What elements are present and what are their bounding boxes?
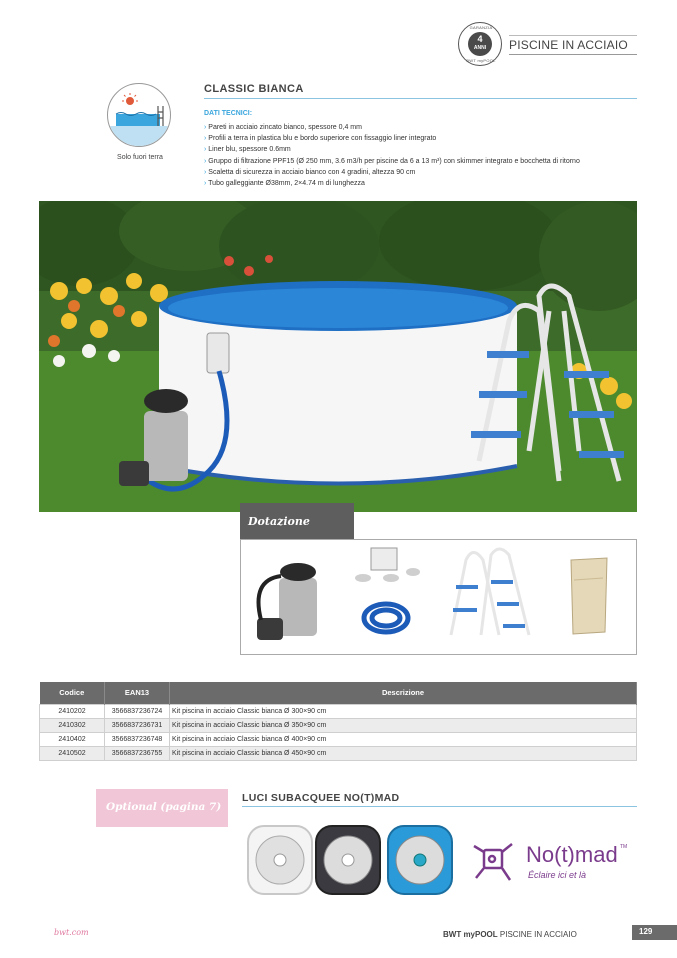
ladder-image — [451, 549, 529, 635]
table-header-row — [40, 682, 637, 704]
badge-center — [468, 32, 492, 56]
cell-code: 2410302 — [40, 718, 105, 732]
product-table — [39, 682, 637, 761]
light-white-image — [244, 822, 316, 898]
spec-item: › Gruppo di filtrazione PPF15 (Ø 250 mm, 3.6 m3/h per piscine da 6 a 13 m³) con skimmer integrato e bocchetta di ritorno — [204, 156, 644, 167]
spec-item: › Tubo galleggiante Ø38mm, 2×4.74 m di lunghezza — [204, 178, 644, 189]
warranty-badge — [458, 22, 502, 66]
cell-description: Kit piscina in acciaio Classic bianca Ø 300×90 cm — [170, 704, 637, 718]
spec-item: › Pareti in acciaio zincato bianco, spessore 0,4 mm — [204, 122, 644, 133]
badge-bottom-text: BWT myPOOL — [466, 58, 496, 63]
spec-item: › Liner blu, spessore 0.6mm — [204, 144, 644, 155]
col-header-code: Codice — [40, 682, 105, 704]
page-number: 129 — [632, 925, 677, 940]
specs-list — [204, 122, 644, 189]
sand-bag-image — [571, 558, 607, 634]
cell-description: Kit piscina in acciaio Classic bianca Ø 350×90 cm — [170, 718, 637, 732]
table-row — [40, 746, 637, 760]
section-title: PISCINE IN ACCIAIO — [509, 38, 628, 52]
title-rule — [204, 98, 637, 99]
notmad-mascot-icon — [470, 838, 520, 886]
cell-ean: 3566837236755 — [105, 746, 170, 760]
footer-brand — [443, 930, 577, 939]
filter-unit-image — [257, 563, 317, 640]
footer-section: PISCINE IN ACCIAIO — [499, 930, 577, 939]
col-header-description: Descrizione — [170, 682, 637, 704]
cell-description: Kit piscina in acciaio Classic bianca Ø 400×90 cm — [170, 732, 637, 746]
table-row — [40, 704, 637, 718]
cell-code: 2410202 — [40, 704, 105, 718]
hose-image — [364, 604, 408, 632]
notmad-tagline: Éclaire ici et là — [528, 870, 587, 880]
cell-code: 2410402 — [40, 732, 105, 746]
footer-website: bwt.com — [54, 928, 89, 937]
product-title: CLASSIC BIANCA — [204, 83, 304, 95]
header-rule — [509, 54, 637, 55]
cell-ean: 3566837236748 — [105, 732, 170, 746]
notmad-logo — [470, 838, 630, 888]
footer-brand-name: BWT myPOOL — [443, 930, 498, 939]
cell-ean: 3566837236731 — [105, 718, 170, 732]
specs-title: DATI TECNICI: — [204, 110, 253, 117]
table-row — [40, 732, 637, 746]
icon-caption: Solo fuori terra — [117, 154, 163, 161]
table-row — [40, 718, 637, 732]
notmad-tm: TM — [620, 844, 628, 850]
badge-number: 4 — [477, 34, 483, 44]
spec-item: › Scaletta di sicurezza in acciaio bianco con 4 gradini, altezza 90 cm — [204, 167, 644, 178]
light-black-image — [312, 822, 384, 898]
lights-rule — [242, 806, 637, 807]
above-ground-pool-icon — [107, 83, 171, 147]
light-blue-image — [384, 822, 456, 898]
cell-description: Kit piscina in acciaio Classic bianca Ø 450×90 cm — [170, 746, 637, 760]
optional-label: Optional (pagina 7) — [96, 789, 228, 827]
equipment-box — [240, 539, 637, 655]
lights-title: LUCI SUBACQUEE NO(T)MAD — [242, 792, 400, 804]
header-rule-top — [509, 35, 637, 36]
spec-item: › Profili a terra in plastica blu e bordo superiore con fissaggio liner integrato — [204, 133, 644, 144]
badge-top-text: GARANZIA — [469, 25, 493, 30]
notmad-brand: No(t)mad — [526, 842, 618, 867]
cell-ean: 3566837236724 — [105, 704, 170, 718]
col-header-ean: EAN13 — [105, 682, 170, 704]
skimmer-parts-image — [355, 548, 420, 582]
cell-code: 2410502 — [40, 746, 105, 760]
badge-unit: ANNI — [473, 45, 487, 51]
pool-photo — [39, 201, 637, 512]
equipment-label: Dotazione — [240, 503, 354, 540]
